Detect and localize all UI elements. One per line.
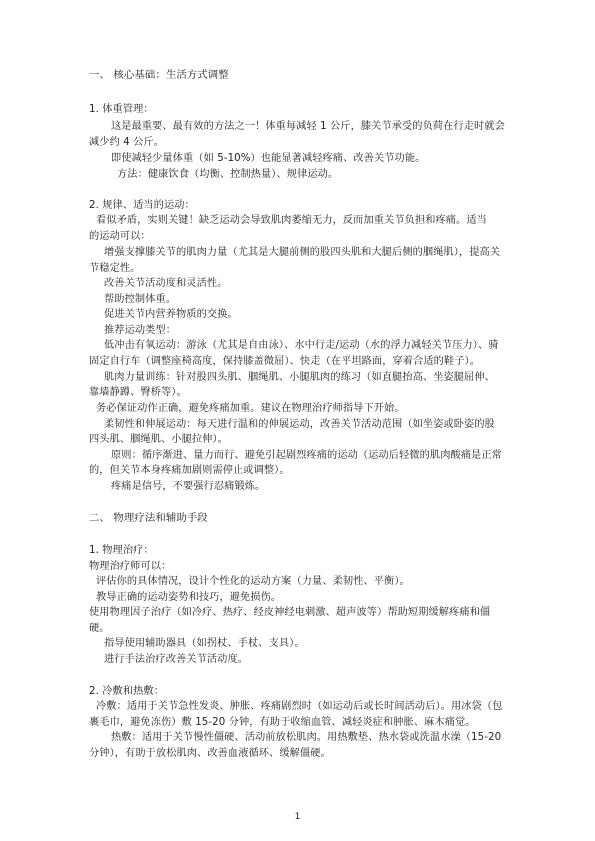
text-line: 即使减轻少量体重（如 5-10%）也能显著减轻疼痛、改善关节功能。 — [111, 153, 426, 164]
text-line: 节稳定性。 — [89, 263, 141, 274]
text-line: 物理治疗师可以： — [89, 561, 172, 572]
text-line: 务必保证动作正确，避免疼痛加重。建议在物理治疗师指导下开始。 — [96, 403, 405, 414]
section-heading: 一、 核心基础：生活方式调整 — [89, 69, 229, 81]
text-line: 促进关节内营养物质的交换。 — [104, 309, 238, 320]
item-title: 2. 冷敷和热敷： — [89, 686, 164, 697]
text-line: 看似矛盾，实则关键！缺乏运动会导致肌肉萎缩无力，反而加重关节负担和疼痛。适当 — [96, 215, 487, 226]
text-line: 低冲击有氧运动：游泳（尤其是自由泳）、水中行走/运动（水的浮力减轻关节压力）、骑 — [104, 340, 499, 351]
text-line: 柔韧性和伸展运动：每天进行温和的伸展运动，改善关节活动范围（如坐姿或卧姿的股 — [104, 419, 495, 430]
text-line: 裹毛巾，避免冻伤）敷 15-20 分钟，有助于收缩血管、减轻炎症和肿胀、麻木痛觉。 — [89, 717, 476, 728]
text-line: 原则：循序渐进、量力而行、避免引起剧烈疼痛的运动（运动后轻微的肌肉酸痛是正常 — [111, 450, 502, 461]
text-line: 改善关节活动度和灵活性。 — [104, 278, 228, 289]
item-title: 2. 规律、适当的运动： — [89, 200, 195, 211]
text-line: 四头肌、腘绳肌、小腿拉伸）。 — [89, 434, 228, 445]
text-line: 指导使用辅助器具（如拐杖、手杖、支具）。 — [104, 638, 305, 649]
text-line: 肌肉力量训练：针对股四头肌、腘绳肌、小腿肌肉的练习（如直腿抬高、坐姿腿屈伸、 — [104, 372, 495, 383]
text-line: 硬。 — [89, 623, 110, 634]
text-line: 固定自行车（调整座椅高度，保持膝盖微屈）、快走（在平坦路面，穿着合适的鞋子）。 — [89, 356, 481, 367]
text-line: 减少约 4 公斤。 — [89, 137, 164, 148]
text-line: 热敷：适用于关节慢性僵硬、活动前放松肌肉。用热敷垫、热水袋或洗温水澡（15-20 — [111, 732, 502, 743]
item-title: 1. 体重管理： — [89, 104, 154, 115]
section-heading: 二、 物理疗法和辅助手段 — [89, 512, 208, 524]
text-line: 的运动可以： — [89, 231, 151, 242]
text-line: 的，但关节本身疼痛加剧则需停止或调整）。 — [89, 465, 290, 476]
item-title: 1. 物理治疗： — [89, 545, 154, 556]
text-line: 增强支撑膝关节的肌肉力量（尤其是大腿前侧的股四头肌和大腿后侧的腘绳肌），提高关 — [104, 247, 501, 258]
text-line: 推荐运动类型： — [104, 325, 177, 336]
text-line: 方法：健康饮食（均衡、控制热量）、规律运动。 — [117, 169, 339, 180]
page-number: 1 — [294, 812, 301, 822]
text-line: 分钟），有助于放松肌肉、改善血液循环、缓解僵硬。 — [89, 748, 331, 759]
text-line: 疼痛是信号，不要强行忍痛锻炼。 — [111, 481, 266, 492]
text-line: 评估你的具体情况，设计个性化的运动方案（力量、柔韧性、平衡）。 — [96, 576, 410, 587]
text-line: 冷敷：适用于关节急性发炎、肿胀、疼痛剧烈时（如运动后或长时间活动后）。用冰袋（包 — [96, 701, 503, 712]
text-line: 这是最重要、最有效的方法之一！体重每减轻 1 公斤，膝关节承受的负荷在行走时就会 — [111, 121, 505, 132]
text-line: 靠墙静蹲、臀桥等）。 — [89, 387, 187, 398]
text-line: 教导正确的运动姿势和技巧，避免损伤。 — [96, 592, 282, 603]
text-line: 使用物理因子治疗（如冷疗、热疗、经皮神经电刺激、超声波等）帮助短期缓解疼痛和僵 — [89, 607, 491, 618]
text-line: 进行手法治疗改善关节活动度。 — [104, 654, 249, 665]
text-line: 帮助控制体重。 — [104, 294, 177, 305]
